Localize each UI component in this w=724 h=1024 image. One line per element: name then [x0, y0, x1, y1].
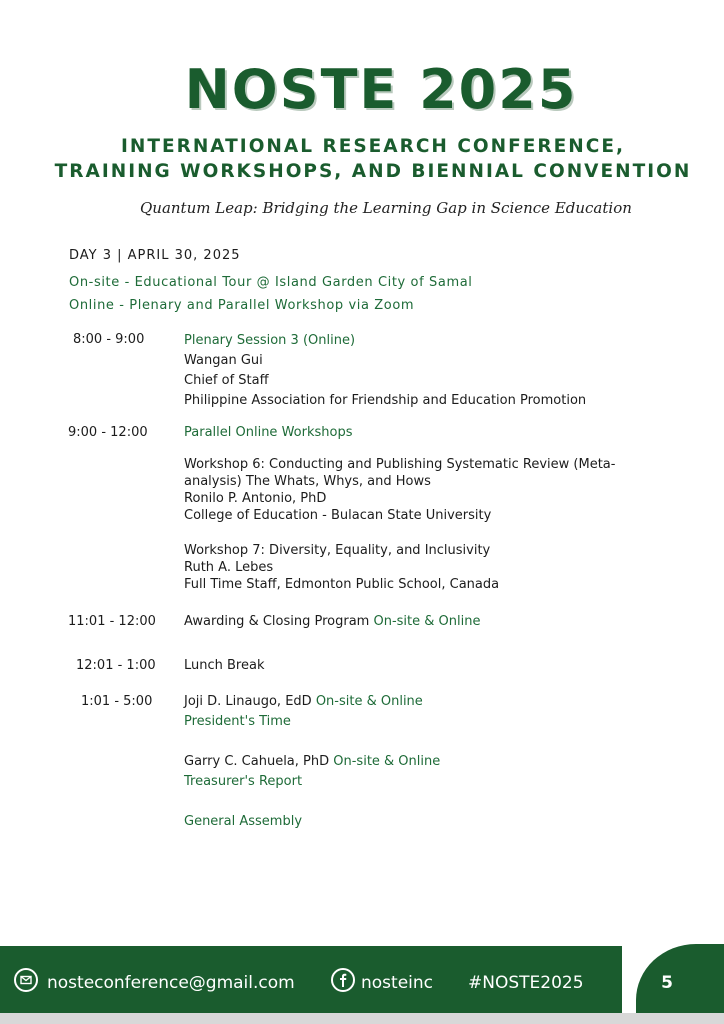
agenda-item: President's Time: [184, 714, 291, 729]
session-presidents-time: [184, 692, 664, 732]
session-lunch: [184, 657, 664, 675]
session-title: Plenary Session 3 (Online): [184, 333, 356, 348]
bottom-strip: [0, 1013, 724, 1024]
conference-theme: Quantum Leap: Bridging the Learning Gap in Science Education: [140, 199, 632, 217]
speaker-name: Ruth A. Lebes: [184, 560, 274, 575]
session-time: 12:01 - 1:00: [76, 658, 156, 673]
session-title: Awarding & Closing Program: [184, 614, 370, 629]
workshop-title-line-2: analysis) The Whats, Whys, and Hows: [184, 474, 431, 489]
session-time: 11:01 - 12:00: [68, 614, 156, 629]
footer-facebook[interactable]: nosteinc: [361, 973, 434, 993]
workshop-title-line-1: Workshop 6: Conducting and Publishing Systematic Review (Meta-: [184, 457, 616, 472]
session-title: Lunch Break: [184, 658, 265, 673]
speaker-name: Ronilo P. Antonio, PhD: [184, 491, 327, 506]
subtitle-line-1: INTERNATIONAL RESEARCH CONFERENCE,: [120, 136, 626, 157]
session-time: 9:00 - 12:00: [68, 425, 148, 440]
workshop-title: Workshop 7: Diversity, Equality, and Inclusivity: [184, 543, 491, 558]
workshop-7: [184, 542, 664, 593]
agenda-item: Treasurer's Report: [184, 774, 303, 789]
session-awarding: [184, 613, 664, 631]
speaker-org: Full Time Staff, Edmonton Public School, Canada: [184, 577, 500, 592]
speaker-name: Wangan Gui: [184, 353, 263, 368]
session-time: 1:01 - 5:00: [81, 694, 153, 709]
session-mode: On-site & Online: [373, 614, 481, 629]
session-parallel-workshops: [184, 424, 664, 442]
footer-bar: [0, 946, 622, 1016]
footer-hashtag: #NOSTE2025: [468, 973, 584, 993]
session-mode: On-site & Online: [333, 754, 441, 769]
workshop-6: [184, 456, 664, 524]
speaker-name: Joji D. Linaugo, EdD: [184, 694, 312, 709]
email-icon: [14, 968, 38, 992]
facebook-icon: [331, 968, 355, 992]
session-mode: On-site & Online: [315, 694, 423, 709]
page-number: 5: [661, 973, 673, 993]
footer-email[interactable]: nosteconference@gmail.com: [47, 973, 295, 993]
onsite-note: On-site - Educational Tour @ Island Garden City of Samal: [69, 275, 473, 290]
page-title: NOSTE 2025: [184, 58, 578, 121]
session-general-assembly: [184, 813, 664, 831]
speaker-org: College of Education - Bulacan State University: [184, 508, 492, 523]
conference-subtitle: [0, 134, 724, 184]
day-label: DAY 3 | APRIL 30, 2025: [69, 248, 241, 263]
session-plenary-3: [184, 331, 664, 411]
subtitle-line-2: TRAINING WORKSHOPS, AND BIENNIAL CONVENTION: [54, 161, 692, 182]
session-time: 8:00 - 9:00: [73, 332, 145, 347]
agenda-item: General Assembly: [184, 814, 303, 829]
speaker-role: Chief of Staff: [184, 373, 269, 388]
session-title: Parallel Online Workshops: [184, 425, 353, 440]
session-treasurers-report: [184, 752, 664, 792]
online-note: Online - Plenary and Parallel Workshop via Zoom: [69, 298, 415, 313]
speaker-org: Philippine Association for Friendship and Education Promotion: [184, 393, 587, 408]
speaker-name: Garry C. Cahuela, PhD: [184, 754, 330, 769]
